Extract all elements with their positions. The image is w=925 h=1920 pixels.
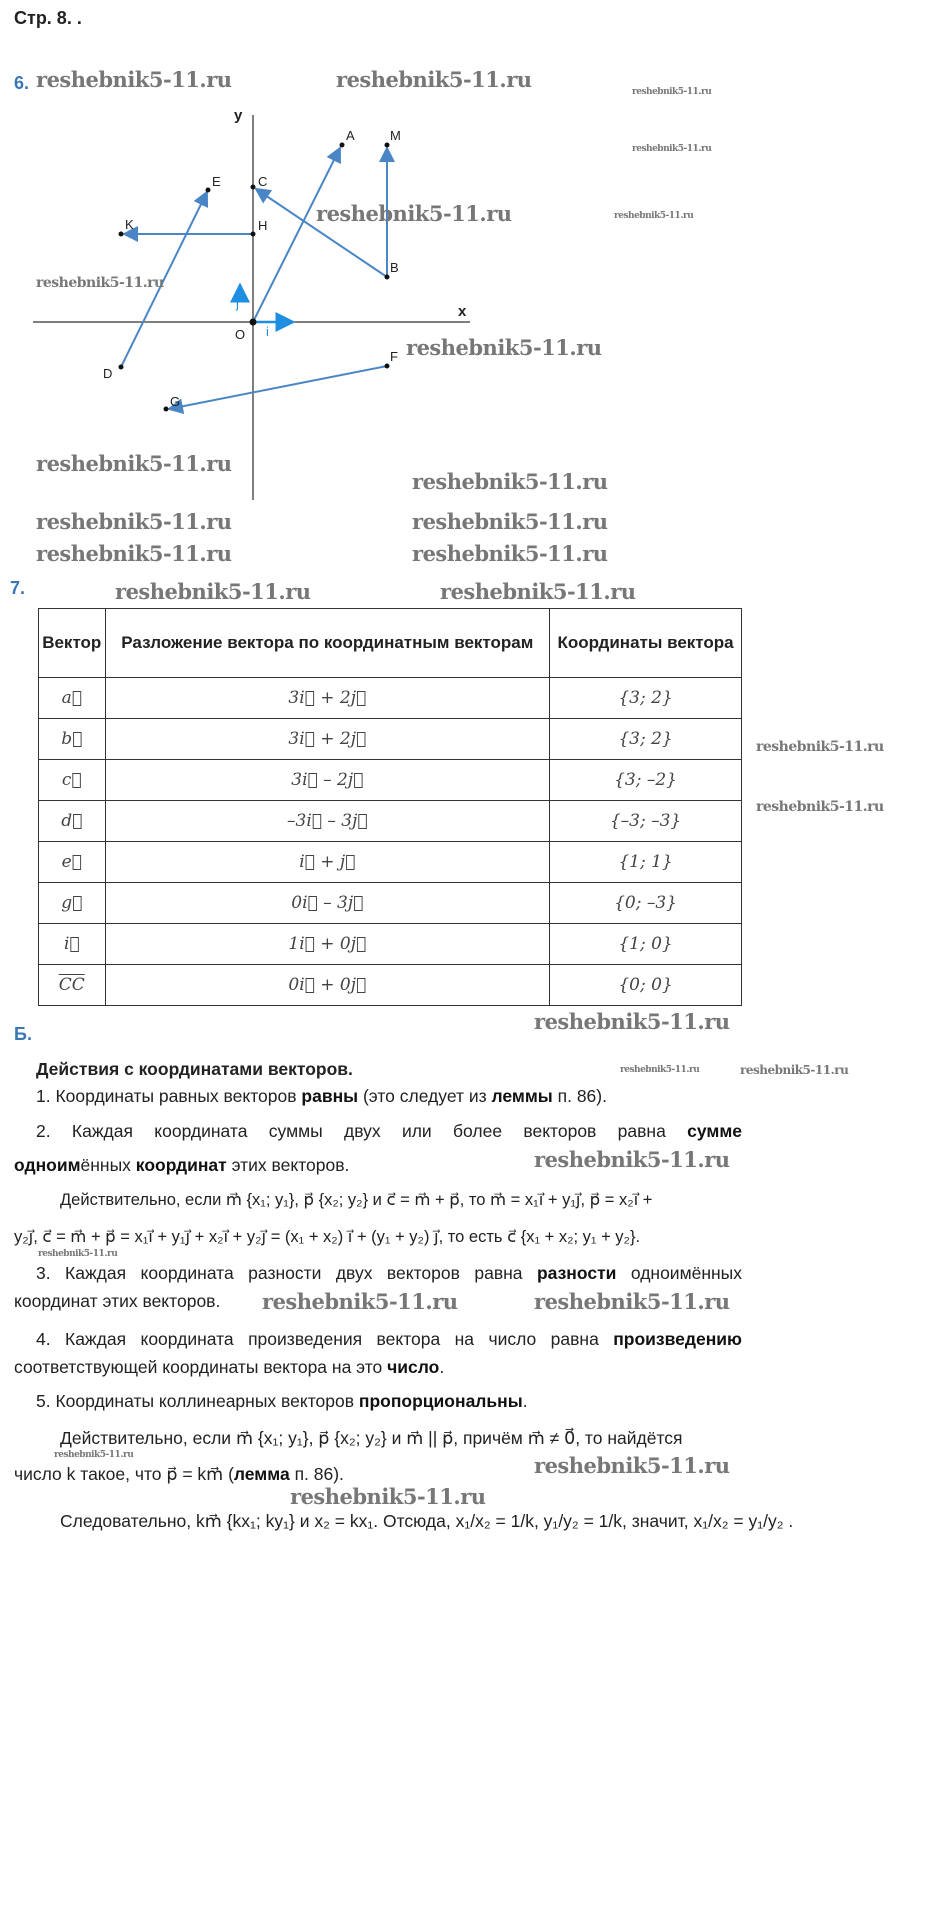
paragraph-2-proof: Действительно, если m⃗ {x₁; y₁}, p⃗ {x₂; y₂} и c⃗ = m⃗ + p⃗, то m⃗ = x₁i⃗ + y₁j⃗, p⃗ = x₂i⃗ + <box>60 1191 653 1209</box>
point-C-label: C <box>258 174 268 189</box>
paragraph-3: 3. Каждая координата разности двух векторов равна разности одноимённых <box>36 1263 743 1283</box>
watermark: reshebnik5-11.ru <box>534 1147 730 1172</box>
watermark: reshebnik5-11.ru <box>412 469 608 494</box>
watermark: reshebnik5-11.ru <box>36 275 164 291</box>
watermark: reshebnik5-11.ru <box>756 739 884 755</box>
watermark: reshebnik5-11.ru <box>534 1453 730 1478</box>
section-heading: Действия с координатами векторов. <box>36 1059 353 1079</box>
paragraph-4-cont: соответствующей координаты вектора на это число. <box>14 1357 445 1377</box>
paragraph-2: 2. Каждая координата суммы двух или более векторов равна сумме <box>36 1121 742 1141</box>
watermark: reshebnik5-11.ru <box>406 335 602 360</box>
table-row: $\overline{CC}$ 0i⃗ + 0j⃗ {0; 0} <box>39 965 742 1006</box>
watermark: reshebnik5-11.ru <box>756 799 884 815</box>
y-axis-label: y <box>234 107 243 124</box>
watermark: reshebnik5-11.ru <box>36 67 232 92</box>
vector-table <box>38 608 742 1006</box>
watermark: reshebnik5-11.ru <box>632 87 712 97</box>
watermark: reshebnik5-11.ru <box>632 144 712 154</box>
paragraph-3-cont: координат этих векторов. <box>14 1291 221 1311</box>
vector-FG <box>169 366 387 409</box>
table-row: c⃗ 3i⃗ – 2j⃗ {3; –2} <box>39 760 742 801</box>
watermark: reshebnik5-11.ru <box>412 541 608 566</box>
paragraph-5-conclusion: Следовательно, km⃗ {kx₁; ky₁} и x₂ = kx₁. Отсюда, x₁/x₂ = 1/k, y₁/y₂ = 1/k, значит, x₁/x₂ = y₁/y₂ . <box>60 1511 794 1531</box>
i-label: i <box>266 324 269 339</box>
paragraph-1: 1. Координаты равных векторов равны (это следует из леммы п. 86). <box>36 1086 607 1106</box>
watermark: reshebnik5-11.ru <box>290 1484 486 1509</box>
header-coords: Координаты вектора <box>550 609 742 678</box>
paragraph-5: 5. Координаты коллинеарных векторов пропорциональны. <box>36 1391 528 1411</box>
paragraph-4: 4. Каждая координата произведения вектора на число равна произведению <box>36 1329 742 1349</box>
point-H-label: H <box>258 218 268 233</box>
watermark: reshebnik5-11.ru <box>36 451 232 476</box>
point-A-label: A <box>346 128 355 143</box>
watermark: reshebnik5-11.ru <box>440 579 636 604</box>
page-title: Стр. 8. . <box>14 8 82 28</box>
section-b-label: Б. <box>14 1024 32 1044</box>
origin-label: O <box>235 327 246 342</box>
watermark: reshebnik5-11.ru <box>620 1065 700 1075</box>
task-6-number: 6. <box>14 73 30 93</box>
table-row: d⃗ –3i⃗ – 3j⃗ {–3; –3} <box>39 801 742 842</box>
table-row: b⃗ 3i⃗ + 2j⃗ {3; 2} <box>39 719 742 760</box>
point-E-label: E <box>212 174 221 189</box>
header-expansion: Разложение вектора по координатным векторам <box>105 609 550 678</box>
watermark: reshebnik5-11.ru <box>740 1063 849 1077</box>
table-row: g⃗ 0i⃗ – 3j⃗ {0; –3} <box>39 883 742 924</box>
paragraph-5-proof: Действительно, если m⃗ {x₁; y₁}, p⃗ {x₂; y₂} и m⃗ || p⃗, причём m⃗ ≠ 0⃗, то найдётся <box>60 1428 683 1448</box>
point-K-label: K <box>125 217 134 232</box>
table-row: a⃗ 3i⃗ + 2j⃗ {3; 2} <box>39 678 742 719</box>
watermark: reshebnik5-11.ru <box>262 1289 458 1314</box>
point-D-label: D <box>103 366 113 381</box>
paragraph-2-proof-cont: y₂j⃗, c⃗ = m⃗ + p⃗ = x₁i⃗ + y₁j⃗ + x₂i⃗ + y₂j⃗ = (x₁ + x₂) i⃗ + (y₁ + y₂) j⃗, то есть c⃗ {x₁ + x₂; y₁ + y₂}. <box>14 1228 641 1246</box>
point-F-label: F <box>390 349 398 364</box>
j-label: j <box>236 296 239 311</box>
watermark: reshebnik5-11.ru <box>36 509 232 534</box>
x-axis-label: x <box>458 303 467 320</box>
watermark: reshebnik5-11.ru <box>412 509 608 534</box>
watermark: reshebnik5-11.ru <box>115 579 311 604</box>
table-row: e⃗ i⃗ + j⃗ {1; 1} <box>39 842 742 883</box>
point-B-label: B <box>390 260 399 275</box>
watermark: reshebnik5-11.ru <box>534 1289 730 1314</box>
task-7-number: 7. <box>10 578 26 598</box>
watermark: reshebnik5-11.ru <box>38 1249 118 1259</box>
point-M-label: M <box>390 128 401 143</box>
table-row: i⃗ 1i⃗ + 0j⃗ {1; 0} <box>39 924 742 965</box>
watermark: reshebnik5-11.ru <box>316 201 512 226</box>
watermark: reshebnik5-11.ru <box>336 67 532 92</box>
watermark: reshebnik5-11.ru <box>54 1450 134 1460</box>
watermark: reshebnik5-11.ru <box>614 211 694 221</box>
paragraph-2-cont: одноимённых координат этих векторов. <box>14 1155 350 1175</box>
watermark: reshebnik5-11.ru <box>534 1009 730 1034</box>
paragraph-5-proof-cont: число k такое, что p⃗ = km⃗ (лемма п. 86). <box>14 1464 344 1484</box>
watermark: reshebnik5-11.ru <box>36 541 232 566</box>
point-G-label: G <box>170 394 181 409</box>
table-header <box>39 609 742 678</box>
header-vector: Вектор <box>39 609 106 678</box>
